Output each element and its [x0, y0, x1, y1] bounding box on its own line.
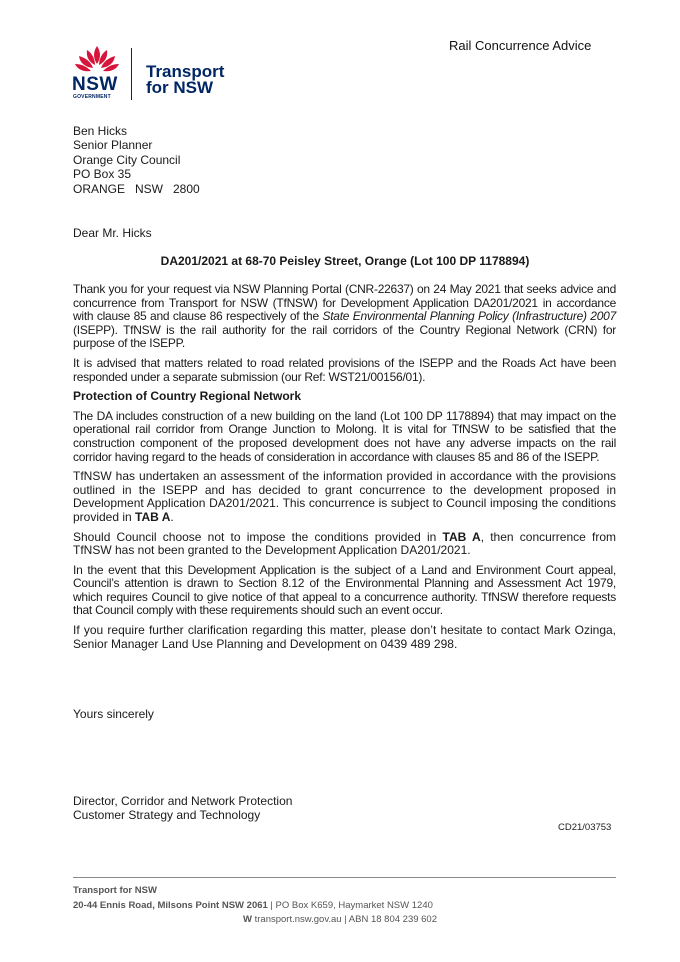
- document-reference: CD21/03753: [558, 822, 612, 833]
- paragraph-contact: If you require further clarification regarding this matter, please don’t hesitate to contact Mark Ozinga, Senior Manager Land Use Planning and Development on 0439 489 298.: [73, 623, 616, 651]
- paragraph-roads-act: It is advised that matters related to road related provisions of the ISEPP and the Roads Act have been responded under a separate submission (our Ref: WST21/00156/01).: [73, 355, 616, 384]
- transport-for-nsw-logo: [72, 44, 242, 104]
- paragraph-request: Thank you for your request via NSW Planning Portal (CNR-22637) on 24 May 2021 that seeks advice and concurrence from Transport for NSW (TfNSW) for Development Application DA201/2021 in accordance with clause 85 and clause 86 respectively of the State Environmental Planning Policy (Infrastructure) 2007 (ISEPP). TfNSW is the rail authority for the rail corridors of the Country Regional Network (CRN) for purpose of the ISEPP.: [73, 282, 617, 351]
- logo-divider: [131, 48, 132, 100]
- footer-divider: [73, 877, 616, 878]
- paragraph-conditions: Should Council choose not to impose the conditions provided in TAB A, then concurrence from TfNSW has not been granted to the Development Application DA201/2021.: [73, 529, 616, 558]
- recipient-organisation: Orange City Council: [73, 152, 181, 167]
- recipient-name: Ben Hicks: [73, 124, 128, 138]
- recipient-address: [73, 124, 200, 196]
- salutation: Dear Mr. Hicks: [73, 226, 152, 240]
- recipient-position: Senior Planner: [73, 138, 153, 153]
- brand-line-1: Transport: [146, 62, 225, 81]
- nsw-wordmark: NSW: [72, 74, 118, 95]
- signatory-title: Director, Corridor and Network Protection: [73, 794, 293, 808]
- recipient-locality: ORANGE NSW 2800: [73, 181, 200, 196]
- letter-body: [73, 283, 616, 657]
- paragraph-da-impact: The DA includes construction of a new building on the land (Lot 100 DP 1178894) that may impact on the operational rail corridor from Orange Junction to Molong. It is vital for TfNSW to be satisfied that the construction component of the proposed development does not have any adverse impacts on the rail corridor having regard to the heads of consideration in accordance with clauses 85 and 86 of the ISEPP.: [73, 408, 616, 464]
- signatory-division: Customer Strategy and Technology: [73, 808, 261, 823]
- section-heading: Protection of Country Regional Network: [73, 389, 302, 404]
- paragraph-court-appeal: In the event that this Development Application is the subject of a Land and Environment Court appeal, Council’s attention is drawn to Section 8.12 of the Environmental Planning and Assessment Act 1979, which requires Council to give notice of that appeal to a concurrence authority. TfNSW therefore requests that Council comply with these requirements should such an event occur.: [73, 562, 616, 618]
- signature-block: [73, 794, 292, 823]
- footer-organisation: Transport for NSW: [73, 885, 157, 896]
- paragraph-assessment: TfNSW has undertaken an assessment of the information provided in accordance with the provisions outlined in the ISEPP and has decided to grant concurrence to the development proposed in Development Application DA201/2021. This concurrence is subject to Council imposing the conditions provided in TAB A.: [73, 469, 616, 524]
- footer-address: 20-44 Ennis Road, Milsons Point NSW 2061 | PO Box K659, Haymarket NSW 1240: [73, 900, 433, 911]
- brand-name: [146, 64, 224, 96]
- recipient-po-box: PO Box 35: [73, 167, 132, 182]
- government-wordmark: GOVERNMENT: [73, 94, 111, 100]
- document-type-title: Rail Concurrence Advice: [449, 38, 592, 53]
- brand-line-2: for NSW: [146, 78, 214, 97]
- subject-line: DA201/2021 at 68-70 Peisley Street, Orange (Lot 100 DP 1178894): [160, 254, 530, 268]
- footer-web-abn: W transport.nsw.gov.au | ABN 18 804 239 602: [243, 914, 437, 925]
- closing: Yours sincerely: [73, 707, 154, 721]
